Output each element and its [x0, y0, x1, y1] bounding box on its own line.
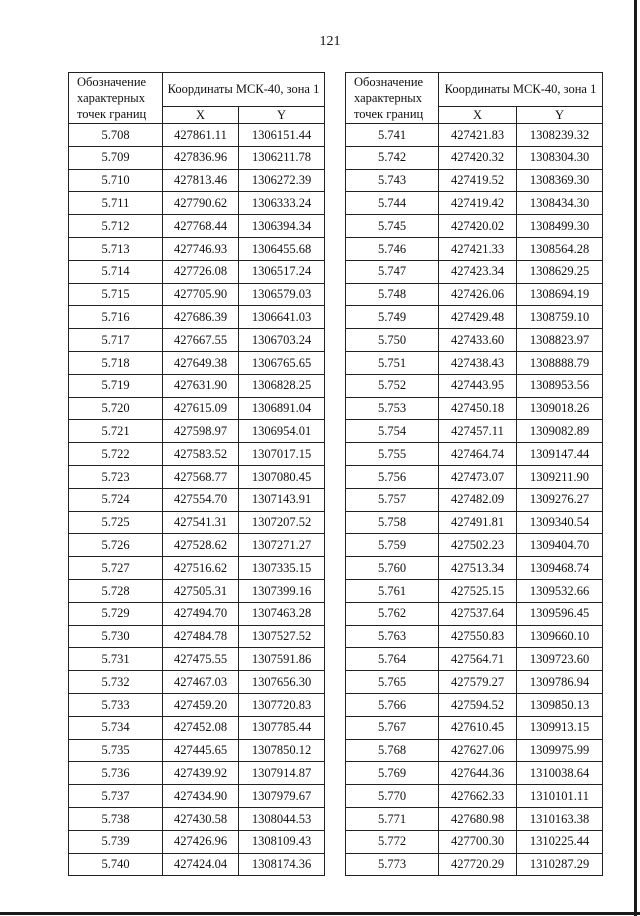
table-row [69, 420, 325, 443]
table-row [346, 625, 603, 648]
point-number-cell: 5.710 [69, 169, 163, 192]
x-column-header: X [439, 107, 517, 124]
x-coordinate-cell: 427439.92 [163, 762, 239, 785]
y-coordinate-cell: 1309340.54 [517, 511, 603, 534]
table-row [69, 807, 325, 830]
x-coordinate-cell: 427505.31 [163, 579, 239, 602]
point-number-cell: 5.724 [69, 488, 163, 511]
x-coordinate-cell: 427615.09 [163, 397, 239, 420]
y-coordinate-cell: 1310038.64 [517, 762, 603, 785]
x-coordinate-cell: 427594.52 [439, 693, 517, 716]
table-row [69, 465, 325, 488]
table-row [346, 785, 603, 808]
table-row [346, 716, 603, 739]
y-coordinate-cell: 1309850.13 [517, 693, 603, 716]
table-row [69, 853, 325, 876]
y-coordinate-cell: 1307914.87 [239, 762, 325, 785]
y-coordinate-cell: 1309786.94 [517, 671, 603, 694]
y-coordinate-cell: 1309147.44 [517, 443, 603, 466]
table-row [69, 169, 325, 192]
x-coordinate-cell: 427550.83 [439, 625, 517, 648]
x-coordinate-cell: 427627.06 [439, 739, 517, 762]
point-number-cell: 5.762 [346, 602, 439, 625]
point-number-cell: 5.740 [69, 853, 163, 876]
y-coordinate-cell: 1306517.24 [239, 260, 325, 283]
table-row [69, 716, 325, 739]
y-coordinate-cell: 1308304.30 [517, 146, 603, 169]
table-row [346, 853, 603, 876]
table-row [69, 260, 325, 283]
y-coordinate-cell: 1307720.83 [239, 693, 325, 716]
point-number-cell: 5.718 [69, 351, 163, 374]
y-coordinate-cell: 1309596.45 [517, 602, 603, 625]
y-coordinate-cell: 1308499.30 [517, 215, 603, 238]
point-number-cell: 5.725 [69, 511, 163, 534]
point-number-cell: 5.744 [346, 192, 439, 215]
point-number-cell: 5.751 [346, 351, 439, 374]
y-coordinate-cell: 1308953.56 [517, 374, 603, 397]
y-column-header: Y [239, 107, 325, 124]
point-number-cell: 5.732 [69, 671, 163, 694]
table-row [69, 306, 325, 329]
table-row [346, 169, 603, 192]
point-number-cell: 5.727 [69, 557, 163, 580]
y-coordinate-cell: 1306455.68 [239, 237, 325, 260]
point-number-cell: 5.743 [346, 169, 439, 192]
x-coordinate-cell: 427768.44 [163, 215, 239, 238]
table-row [69, 283, 325, 306]
y-coordinate-cell: 1308239.32 [517, 124, 603, 147]
x-coordinate-cell: 427467.03 [163, 671, 239, 694]
point-designation-header: Обозначение характерных точек границ [346, 73, 439, 124]
table-row [69, 762, 325, 785]
point-number-cell: 5.753 [346, 397, 439, 420]
x-coordinate-cell: 427450.18 [439, 397, 517, 420]
table-row [346, 693, 603, 716]
page-border-bottom [0, 912, 640, 915]
table-row [69, 557, 325, 580]
table-row [346, 739, 603, 762]
table-body-left [69, 124, 325, 876]
point-number-cell: 5.754 [346, 420, 439, 443]
y-coordinate-cell: 1306272.39 [239, 169, 325, 192]
point-number-cell: 5.772 [346, 830, 439, 853]
table-row [69, 785, 325, 808]
table-body-right [346, 124, 603, 876]
x-coordinate-cell: 427438.43 [439, 351, 517, 374]
y-coordinate-cell: 1307335.15 [239, 557, 325, 580]
y-coordinate-cell: 1309468.74 [517, 557, 603, 580]
y-column-header: Y [517, 107, 603, 124]
point-number-cell: 5.708 [69, 124, 163, 147]
table-row [346, 830, 603, 853]
point-number-cell: 5.766 [346, 693, 439, 716]
table-row [346, 488, 603, 511]
x-coordinate-cell: 427705.90 [163, 283, 239, 306]
point-number-cell: 5.739 [69, 830, 163, 853]
x-coordinate-cell: 427426.06 [439, 283, 517, 306]
x-coordinate-cell: 427426.96 [163, 830, 239, 853]
point-number-cell: 5.758 [346, 511, 439, 534]
point-number-cell: 5.720 [69, 397, 163, 420]
x-coordinate-cell: 427464.74 [439, 443, 517, 466]
table-row [346, 534, 603, 557]
x-coordinate-cell: 427790.62 [163, 192, 239, 215]
x-coordinate-cell: 427700.30 [439, 830, 517, 853]
y-coordinate-cell: 1308888.79 [517, 351, 603, 374]
table-row [69, 488, 325, 511]
point-number-cell: 5.716 [69, 306, 163, 329]
x-coordinate-cell: 427537.64 [439, 602, 517, 625]
point-number-cell: 5.760 [346, 557, 439, 580]
table-row [346, 192, 603, 215]
x-coordinate-cell: 427598.97 [163, 420, 239, 443]
x-coordinate-cell: 427564.71 [439, 648, 517, 671]
point-number-cell: 5.711 [69, 192, 163, 215]
x-coordinate-cell: 427423.34 [439, 260, 517, 283]
y-coordinate-cell: 1309975.99 [517, 739, 603, 762]
y-coordinate-cell: 1308759.10 [517, 306, 603, 329]
point-number-cell: 5.759 [346, 534, 439, 557]
x-coordinate-cell: 427475.55 [163, 648, 239, 671]
x-coordinate-cell: 427420.02 [439, 215, 517, 238]
point-number-cell: 5.752 [346, 374, 439, 397]
point-number-cell: 5.757 [346, 488, 439, 511]
y-coordinate-cell: 1308434.30 [517, 192, 603, 215]
point-number-cell: 5.773 [346, 853, 439, 876]
y-coordinate-cell: 1308044.53 [239, 807, 325, 830]
x-coordinate-cell: 427424.04 [163, 853, 239, 876]
point-number-cell: 5.736 [69, 762, 163, 785]
point-number-cell: 5.748 [346, 283, 439, 306]
y-coordinate-cell: 1309913.15 [517, 716, 603, 739]
point-number-cell: 5.769 [346, 762, 439, 785]
table-row [346, 671, 603, 694]
point-number-cell: 5.735 [69, 739, 163, 762]
y-coordinate-cell: 1307017.15 [239, 443, 325, 466]
point-number-cell: 5.741 [346, 124, 439, 147]
table-row [346, 124, 603, 147]
x-coordinate-cell: 427516.62 [163, 557, 239, 580]
y-coordinate-cell: 1309660.10 [517, 625, 603, 648]
table-row [346, 351, 603, 374]
page-border-right [634, 0, 637, 916]
table-row [346, 807, 603, 830]
table-row [346, 215, 603, 238]
y-coordinate-cell: 1309018.26 [517, 397, 603, 420]
x-coordinate-cell: 427525.15 [439, 579, 517, 602]
y-coordinate-cell: 1306954.01 [239, 420, 325, 443]
x-coordinate-cell: 427813.46 [163, 169, 239, 192]
point-number-cell: 5.709 [69, 146, 163, 169]
x-coordinate-cell: 427457.11 [439, 420, 517, 443]
y-coordinate-cell: 1307143.91 [239, 488, 325, 511]
y-coordinate-cell: 1306394.34 [239, 215, 325, 238]
y-coordinate-cell: 1306765.65 [239, 351, 325, 374]
point-number-cell: 5.733 [69, 693, 163, 716]
x-coordinate-cell: 427513.34 [439, 557, 517, 580]
point-number-cell: 5.729 [69, 602, 163, 625]
point-number-cell: 5.755 [346, 443, 439, 466]
x-coordinate-cell: 427686.39 [163, 306, 239, 329]
coordinates-system-header: Координаты МСК-40, зона 1 [439, 73, 603, 107]
table-row [69, 579, 325, 602]
x-coordinate-cell: 427491.81 [439, 511, 517, 534]
y-coordinate-cell: 1306641.03 [239, 306, 325, 329]
point-number-cell: 5.771 [346, 807, 439, 830]
point-number-cell: 5.745 [346, 215, 439, 238]
x-column-header: X [163, 107, 239, 124]
point-number-cell: 5.712 [69, 215, 163, 238]
x-coordinate-cell: 427583.52 [163, 443, 239, 466]
point-number-cell: 5.763 [346, 625, 439, 648]
y-coordinate-cell: 1308109.43 [239, 830, 325, 853]
y-coordinate-cell: 1307785.44 [239, 716, 325, 739]
table-row [69, 215, 325, 238]
y-coordinate-cell: 1306333.24 [239, 192, 325, 215]
table-row [69, 739, 325, 762]
point-number-cell: 5.722 [69, 443, 163, 466]
point-number-cell: 5.767 [346, 716, 439, 739]
x-coordinate-cell: 427528.62 [163, 534, 239, 557]
x-coordinate-cell: 427434.90 [163, 785, 239, 808]
x-coordinate-cell: 427644.36 [439, 762, 517, 785]
y-coordinate-cell: 1310225.44 [517, 830, 603, 853]
point-number-cell: 5.737 [69, 785, 163, 808]
x-coordinate-cell: 427554.70 [163, 488, 239, 511]
table-row [69, 329, 325, 352]
x-coordinate-cell: 427473.07 [439, 465, 517, 488]
y-coordinate-cell: 1308823.97 [517, 329, 603, 352]
point-designation-header: Обозначение характерных точек границ [69, 73, 163, 124]
point-number-cell: 5.768 [346, 739, 439, 762]
point-number-cell: 5.723 [69, 465, 163, 488]
x-coordinate-cell: 427861.11 [163, 124, 239, 147]
point-number-cell: 5.742 [346, 146, 439, 169]
y-coordinate-cell: 1306211.78 [239, 146, 325, 169]
table-row [69, 443, 325, 466]
point-number-cell: 5.721 [69, 420, 163, 443]
x-coordinate-cell: 427484.78 [163, 625, 239, 648]
y-coordinate-cell: 1308629.25 [517, 260, 603, 283]
point-number-cell: 5.717 [69, 329, 163, 352]
y-coordinate-cell: 1308564.28 [517, 237, 603, 260]
y-coordinate-cell: 1306703.24 [239, 329, 325, 352]
x-coordinate-cell: 427443.95 [439, 374, 517, 397]
y-coordinate-cell: 1309404.70 [517, 534, 603, 557]
x-coordinate-cell: 427430.58 [163, 807, 239, 830]
table-row [69, 397, 325, 420]
table-row [69, 351, 325, 374]
coordinates-system-header: Координаты МСК-40, зона 1 [163, 73, 325, 107]
y-coordinate-cell: 1306151.44 [239, 124, 325, 147]
point-number-cell: 5.714 [69, 260, 163, 283]
point-number-cell: 5.747 [346, 260, 439, 283]
x-coordinate-cell: 427421.83 [439, 124, 517, 147]
x-coordinate-cell: 427720.29 [439, 853, 517, 876]
y-coordinate-cell: 1307463.28 [239, 602, 325, 625]
y-coordinate-cell: 1308369.30 [517, 169, 603, 192]
table-row [69, 237, 325, 260]
x-coordinate-cell: 427610.45 [439, 716, 517, 739]
table-row [346, 602, 603, 625]
y-coordinate-cell: 1306828.25 [239, 374, 325, 397]
table-row [69, 648, 325, 671]
table-row [69, 511, 325, 534]
point-number-cell: 5.731 [69, 648, 163, 671]
x-coordinate-cell: 427836.96 [163, 146, 239, 169]
table-row [346, 443, 603, 466]
table-row [346, 329, 603, 352]
point-number-cell: 5.726 [69, 534, 163, 557]
x-coordinate-cell: 427541.31 [163, 511, 239, 534]
table-row [346, 283, 603, 306]
table-row [69, 602, 325, 625]
x-coordinate-cell: 427662.33 [439, 785, 517, 808]
y-coordinate-cell: 1309723.60 [517, 648, 603, 671]
y-coordinate-cell: 1307271.27 [239, 534, 325, 557]
y-coordinate-cell: 1309082.89 [517, 420, 603, 443]
table-row [346, 579, 603, 602]
point-number-cell: 5.770 [346, 785, 439, 808]
table-row [346, 374, 603, 397]
table-row [346, 237, 603, 260]
point-number-cell: 5.746 [346, 237, 439, 260]
y-coordinate-cell: 1307207.52 [239, 511, 325, 534]
point-number-cell: 5.761 [346, 579, 439, 602]
x-coordinate-cell: 427631.90 [163, 374, 239, 397]
x-coordinate-cell: 427579.27 [439, 671, 517, 694]
point-number-cell: 5.728 [69, 579, 163, 602]
y-coordinate-cell: 1309276.27 [517, 488, 603, 511]
y-coordinate-cell: 1310163.38 [517, 807, 603, 830]
x-coordinate-cell: 427445.65 [163, 739, 239, 762]
y-coordinate-cell: 1307399.16 [239, 579, 325, 602]
coordinates-table-right [345, 72, 603, 876]
table-row [346, 146, 603, 169]
table-row [69, 625, 325, 648]
table-row [69, 693, 325, 716]
y-coordinate-cell: 1307591.86 [239, 648, 325, 671]
x-coordinate-cell: 427568.77 [163, 465, 239, 488]
y-coordinate-cell: 1307656.30 [239, 671, 325, 694]
table-row [346, 306, 603, 329]
point-number-cell: 5.764 [346, 648, 439, 671]
table-row [346, 465, 603, 488]
y-coordinate-cell: 1309211.90 [517, 465, 603, 488]
table-row [346, 762, 603, 785]
table-row [69, 671, 325, 694]
point-number-cell: 5.765 [346, 671, 439, 694]
y-coordinate-cell: 1309532.66 [517, 579, 603, 602]
x-coordinate-cell: 427459.20 [163, 693, 239, 716]
table-row [346, 511, 603, 534]
table-row [69, 534, 325, 557]
y-coordinate-cell: 1306579.03 [239, 283, 325, 306]
x-coordinate-cell: 427433.60 [439, 329, 517, 352]
table-row [69, 146, 325, 169]
x-coordinate-cell: 427667.55 [163, 329, 239, 352]
point-number-cell: 5.730 [69, 625, 163, 648]
y-coordinate-cell: 1306891.04 [239, 397, 325, 420]
page-number: 121 [319, 34, 341, 49]
table-row [346, 648, 603, 671]
y-coordinate-cell: 1307850.12 [239, 739, 325, 762]
table-row [69, 374, 325, 397]
point-number-cell: 5.738 [69, 807, 163, 830]
y-coordinate-cell: 1307527.52 [239, 625, 325, 648]
table-row [346, 260, 603, 283]
x-coordinate-cell: 427494.70 [163, 602, 239, 625]
point-number-cell: 5.713 [69, 237, 163, 260]
y-coordinate-cell: 1310287.29 [517, 853, 603, 876]
y-coordinate-cell: 1308174.36 [239, 853, 325, 876]
point-number-cell: 5.715 [69, 283, 163, 306]
table-row [346, 397, 603, 420]
x-coordinate-cell: 427746.93 [163, 237, 239, 260]
y-coordinate-cell: 1308694.19 [517, 283, 603, 306]
x-coordinate-cell: 427420.32 [439, 146, 517, 169]
x-coordinate-cell: 427502.23 [439, 534, 517, 557]
y-coordinate-cell: 1307979.67 [239, 785, 325, 808]
x-coordinate-cell: 427482.09 [439, 488, 517, 511]
x-coordinate-cell: 427680.98 [439, 807, 517, 830]
x-coordinate-cell: 427726.08 [163, 260, 239, 283]
point-number-cell: 5.734 [69, 716, 163, 739]
point-number-cell: 5.749 [346, 306, 439, 329]
table-row [346, 557, 603, 580]
x-coordinate-cell: 427429.48 [439, 306, 517, 329]
table-row [69, 830, 325, 853]
y-coordinate-cell: 1307080.45 [239, 465, 325, 488]
x-coordinate-cell: 427419.42 [439, 192, 517, 215]
point-number-cell: 5.756 [346, 465, 439, 488]
x-coordinate-cell: 427649.38 [163, 351, 239, 374]
coordinates-table-left [68, 72, 325, 876]
table-row [346, 420, 603, 443]
y-coordinate-cell: 1310101.11 [517, 785, 603, 808]
table-row [69, 124, 325, 147]
x-coordinate-cell: 427452.08 [163, 716, 239, 739]
x-coordinate-cell: 427419.52 [439, 169, 517, 192]
point-number-cell: 5.719 [69, 374, 163, 397]
table-row [69, 192, 325, 215]
point-number-cell: 5.750 [346, 329, 439, 352]
x-coordinate-cell: 427421.33 [439, 237, 517, 260]
